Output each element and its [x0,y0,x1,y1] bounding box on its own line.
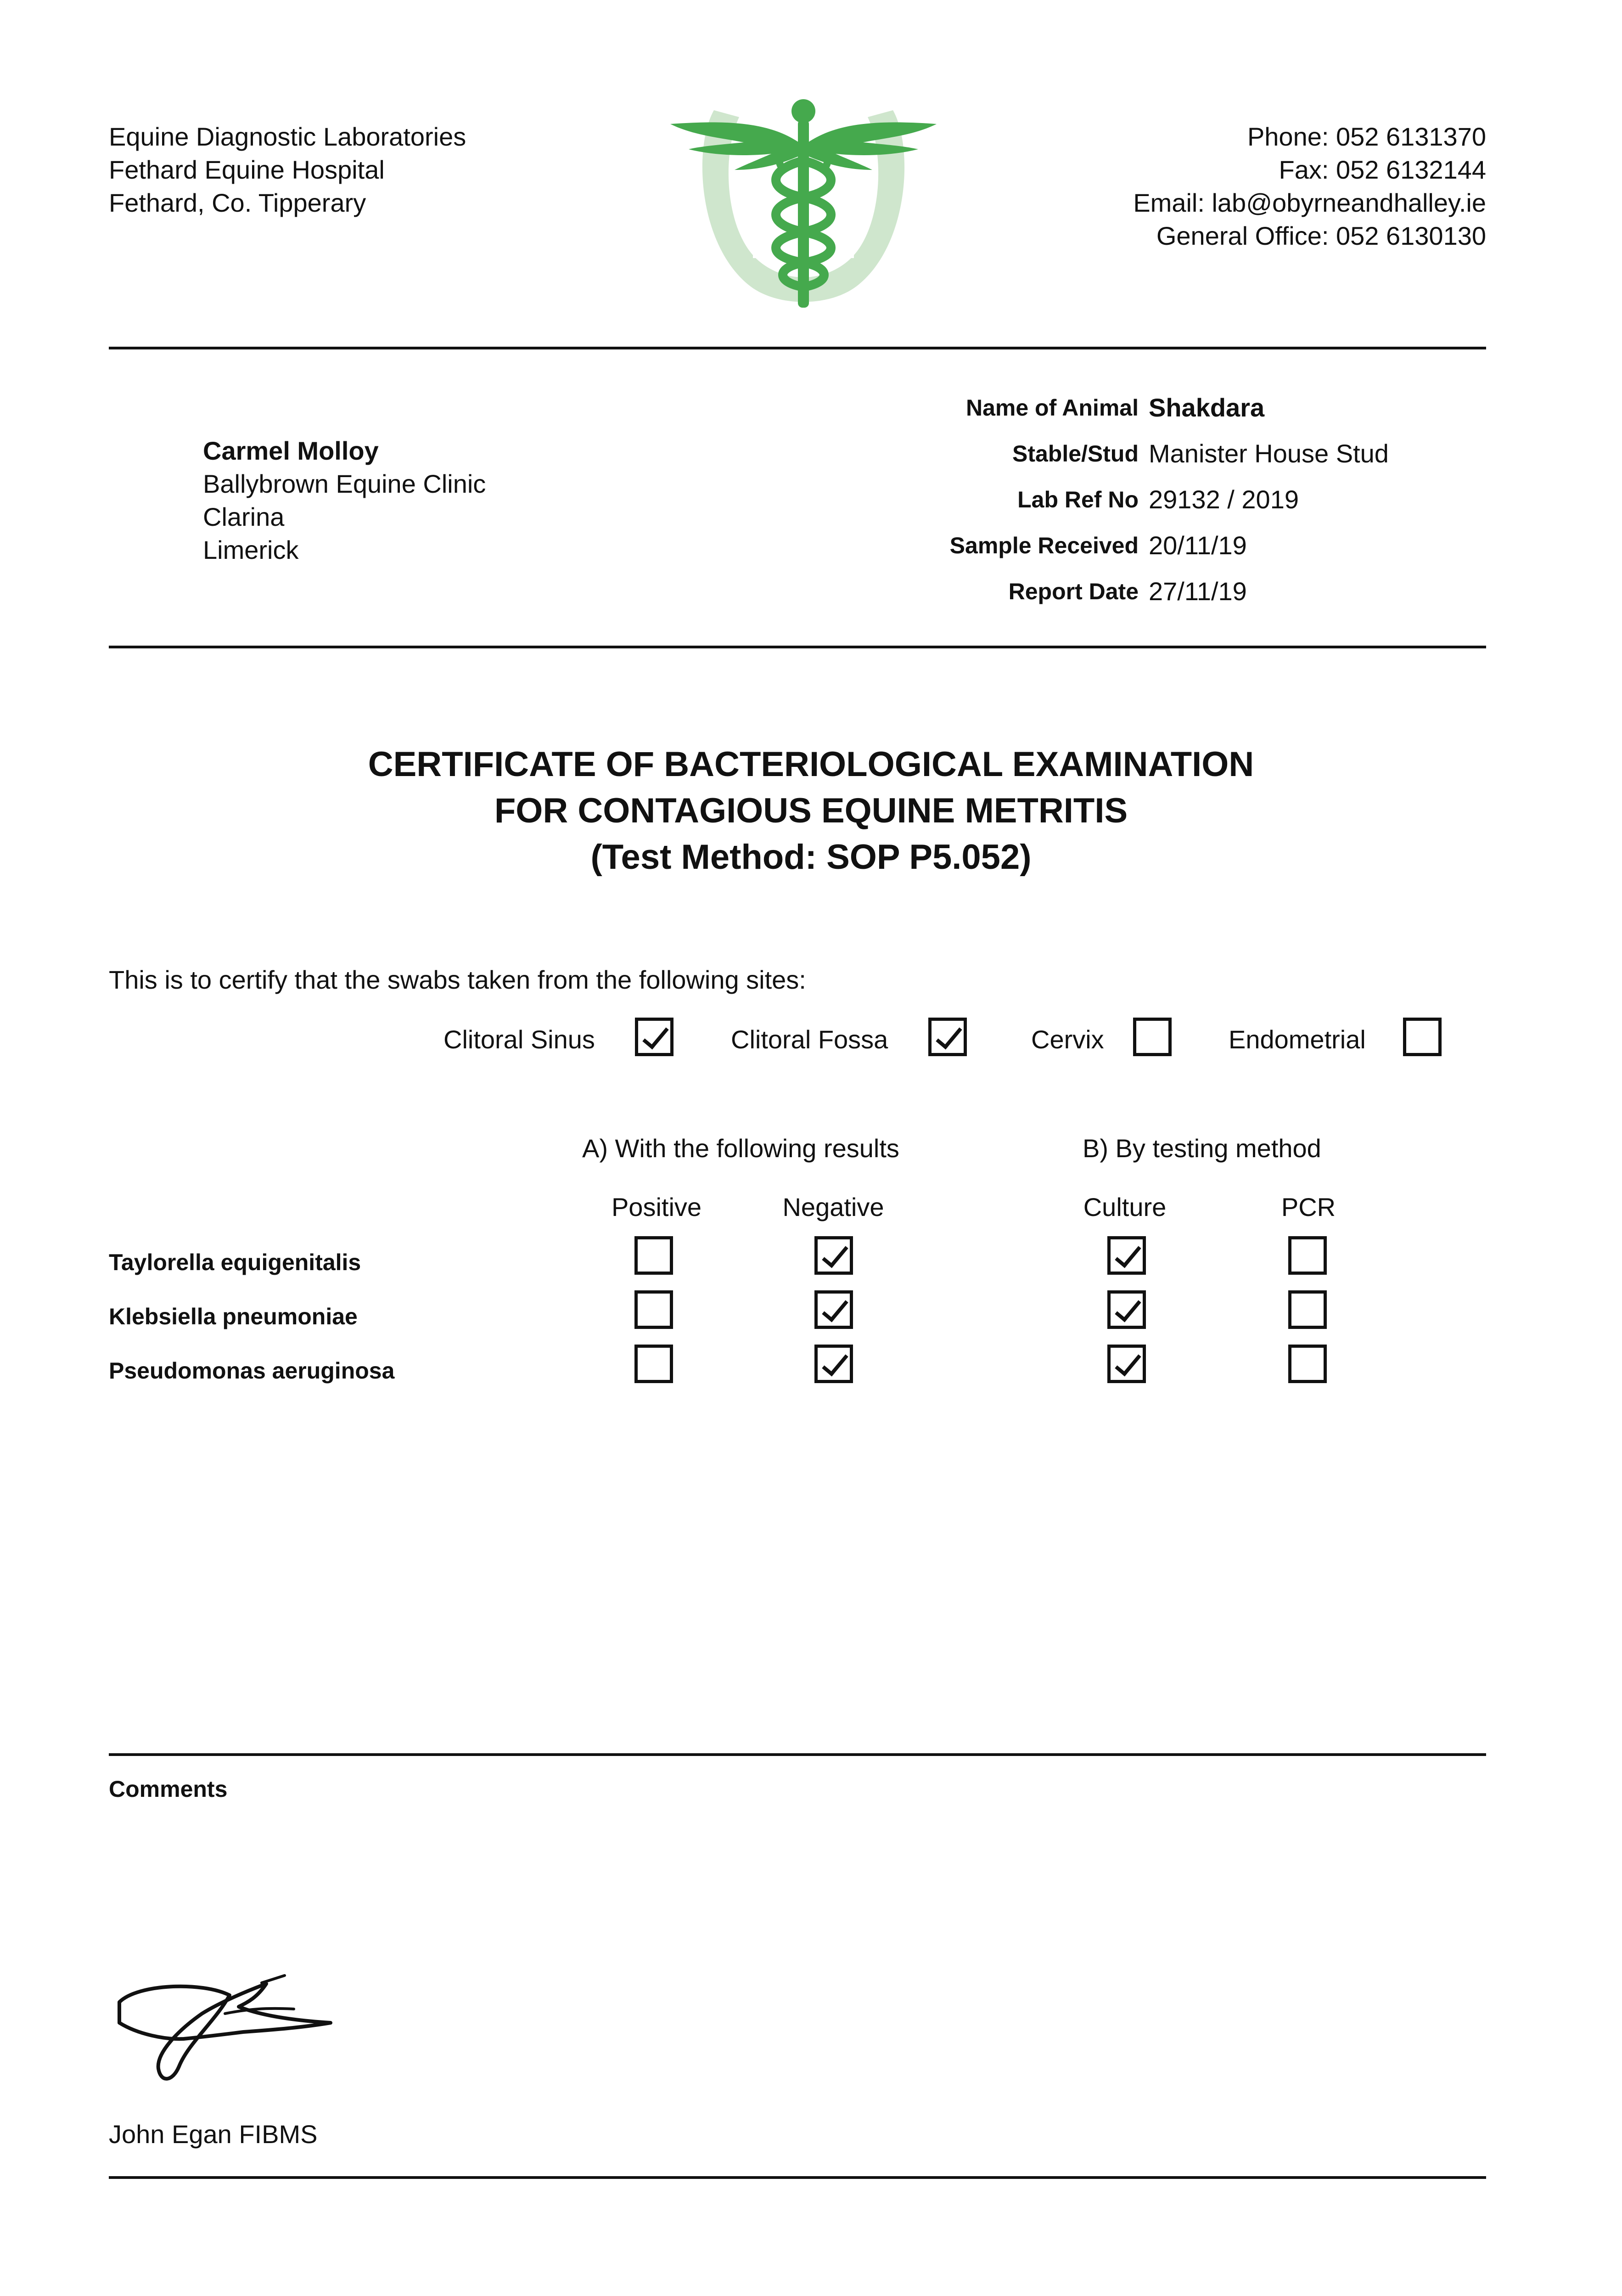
pcr-checkbox[interactable] [1288,1236,1327,1275]
comments-divider [109,1753,1486,1756]
detail-value-report-date: 27/11/19 [1149,577,1247,606]
footer-divider [109,2176,1486,2179]
detail-value-lab-ref: 29132 / 2019 [1149,485,1299,514]
method-section-heading: B) By testing method [1083,1134,1321,1163]
culture-checkbox[interactable] [1107,1290,1146,1329]
pcr-checkbox[interactable] [1288,1290,1327,1329]
site-label-endometrial: Endometrial [1229,1025,1366,1054]
caduceus-horseshoe-logo [666,92,941,317]
negative-checkbox[interactable] [814,1236,853,1275]
detail-value-animal-name: Shakdara [1149,393,1265,422]
lab-phone: Phone: 052 6131370 [1247,122,1486,151]
organism-pseudomonas: Pseudomonas aeruginosa [109,1358,395,1384]
signatory-name: John Egan FIBMS [109,2120,318,2149]
site-label-clitoral-sinus: Clitoral Sinus [443,1025,595,1054]
column-pcr: PCR [1281,1193,1336,1221]
organism-taylorella: Taylorella equigenitalis [109,1249,361,1275]
column-negative: Negative [782,1193,884,1221]
certificate-title: CERTIFICATE OF BACTERIOLOGICAL EXAMINATION [368,745,1254,784]
recipient-name: Carmel Molloy [203,436,379,465]
organism-klebsiella: Klebsiella pneumoniae [109,1304,358,1329]
lab-fax: Fax: 052 6132144 [1279,155,1486,184]
site-checkbox-cervix[interactable] [1133,1018,1172,1056]
site-checkbox-endometrial[interactable] [1403,1018,1442,1056]
negative-checkbox[interactable] [814,1345,853,1383]
detail-label-lab-ref: Lab Ref No [1017,487,1139,512]
test-method: (Test Method: SOP P5.052) [590,838,1032,877]
positive-checkbox[interactable] [634,1290,673,1329]
recipient-address-line: Limerick [203,535,299,564]
detail-label-report-date: Report Date [1008,579,1139,604]
site-checkbox-clitoral-sinus[interactable] [635,1018,673,1056]
positive-checkbox[interactable] [634,1236,673,1275]
detail-label-stable: Stable/Stud [1012,441,1139,467]
lab-email: Email: lab@obyrneandhalley.ie [1133,188,1486,217]
column-culture: Culture [1083,1193,1167,1221]
certify-statement: This is to certify that the swabs taken from the following sites: [109,965,806,994]
detail-label-animal-name: Name of Animal [965,395,1139,421]
positive-checkbox[interactable] [634,1345,673,1383]
detail-label-sample-received: Sample Received [949,533,1139,558]
header-divider [109,347,1486,349]
culture-checkbox[interactable] [1107,1236,1146,1275]
negative-checkbox[interactable] [814,1290,853,1329]
certificate-subtitle: FOR CONTAGIOUS EQUINE METRITIS [494,791,1128,830]
lab-general-office: General Office: 052 6130130 [1156,221,1486,250]
lab-address-line: Fethard, Co. Tipperary [109,188,366,217]
recipient-address-line: Ballybrown Equine Clinic [203,469,486,498]
site-label-clitoral-fossa: Clitoral Fossa [731,1025,888,1054]
lab-address-line: Fethard Equine Hospital [109,155,385,184]
details-divider [109,646,1486,648]
results-section-heading: A) With the following results [582,1134,899,1163]
lab-address-line: Equine Diagnostic Laboratories [109,122,466,151]
pcr-checkbox[interactable] [1288,1345,1327,1383]
recipient-address-line: Clarina [203,502,285,531]
site-checkbox-clitoral-fossa[interactable] [928,1018,967,1056]
site-label-cervix: Cervix [1031,1025,1104,1054]
comments-label: Comments [109,1776,228,1802]
culture-checkbox[interactable] [1107,1345,1146,1383]
column-positive: Positive [611,1193,702,1221]
detail-value-sample-received: 20/11/19 [1149,531,1247,560]
signature-image [110,1970,349,2089]
detail-value-stable: Manister House Stud [1149,439,1389,468]
